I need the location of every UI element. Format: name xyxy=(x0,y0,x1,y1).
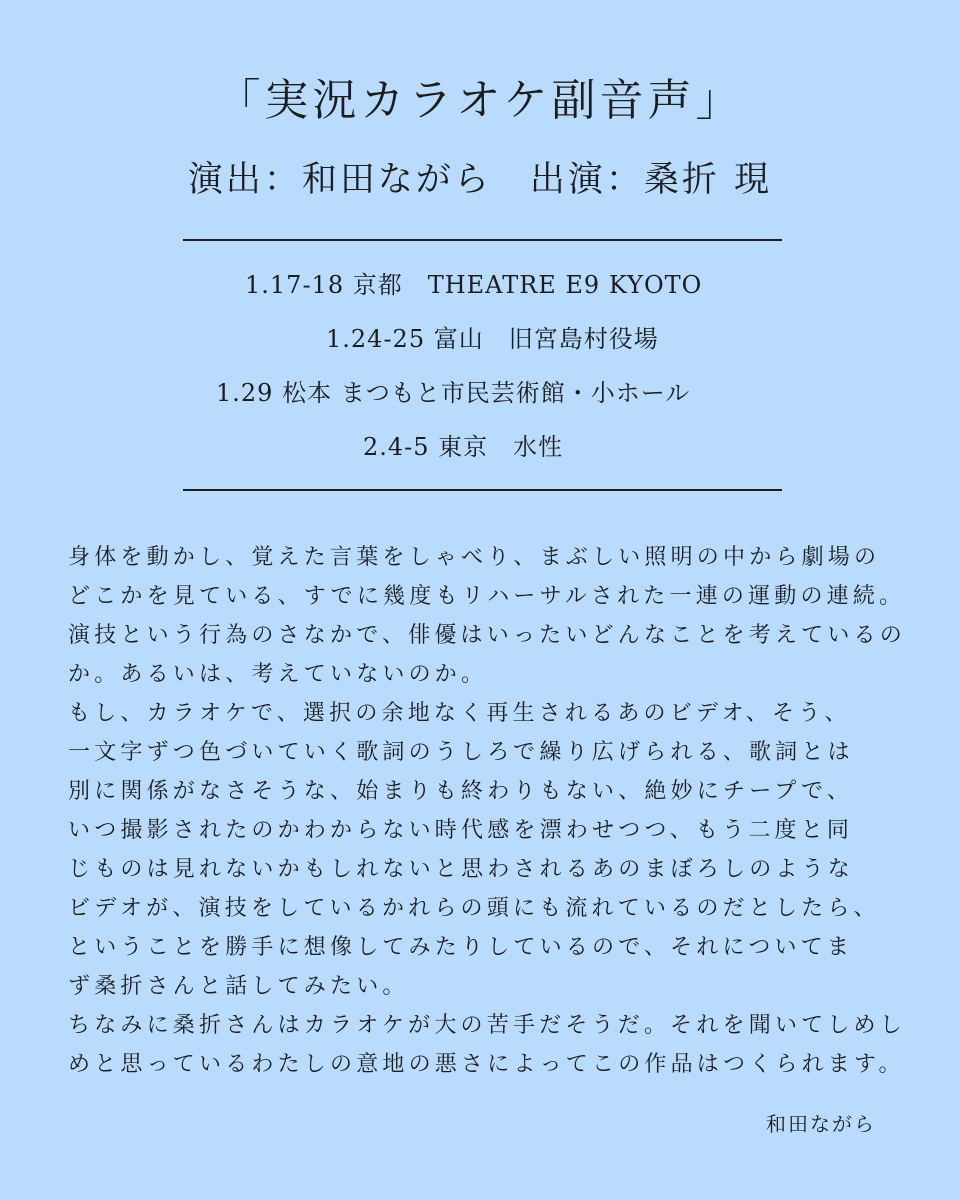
statement-line: ず桑折さんと話してみたい。 xyxy=(68,974,409,999)
performance-schedule xyxy=(0,260,960,476)
statement-line: ということを勝手に想像してみたりしているので、それについてま xyxy=(68,935,854,960)
production-title: 「実況カラオケ副音声」 xyxy=(216,75,744,126)
schedule-item-text: 1.29 松本 まつもと市民芸術館・小ホール xyxy=(216,379,691,407)
statement-line: どこかを見ている、すでに幾度もリハーサルされた一連の運動の連続。 xyxy=(68,584,906,609)
divider-bottom xyxy=(183,489,782,491)
schedule-item-text: 1.24-25 富山 旧宮島村役場 xyxy=(326,325,659,353)
statement-line: 一文字ずつ色づいていく歌詞のうしろで繰り広げられる、歌詞とは xyxy=(68,740,854,765)
statement-line: ビデオが、演技をしているかれらの頭にも流れているのだとしたら、 xyxy=(68,896,880,921)
author-signature: 和田ながら xyxy=(766,1112,876,1136)
statement-text xyxy=(68,538,948,1084)
credits-line: 演出：和田ながら 出演：桑折 現 xyxy=(187,160,773,200)
statement-line: 演技という行為のさなかで、俳優はいったいどんなことを考えているの xyxy=(68,623,906,648)
statement-line: めと思っているわたしの意地の悪さによってこの作品はつくられます。 xyxy=(68,1052,905,1077)
schedule-item-text: 1.17-18 京都 THEATRE E9 KYOTO xyxy=(245,271,703,299)
schedule-item xyxy=(0,422,960,476)
statement-line: か。あるいは、考えていないのか。 xyxy=(68,662,488,687)
schedule-item xyxy=(0,314,960,368)
statement-line: いつ撮影されたのかわからない時代感を漂わせつつ、もう二度と同 xyxy=(68,818,854,843)
statement-line: ちなみに桑折さんはカラオケが大の苦手だそうだ。それを聞いてしめし xyxy=(68,1013,906,1038)
schedule-item xyxy=(0,260,960,314)
statement-line: もし、カラオケで、選択の余地なく再生されるあのビデオ、そう、 xyxy=(68,701,851,726)
schedule-item-text: 2.4-5 東京 水性 xyxy=(363,433,564,461)
schedule-item xyxy=(0,368,960,422)
statement-line: じものは見れないかもしれないと思わされるあのまぼろしのような xyxy=(68,857,855,882)
divider-top xyxy=(183,239,782,241)
statement-line: 別に関係がなさそうな、始まりも終わりもない、絶妙にチープで、 xyxy=(68,779,854,804)
statement-line: 身体を動かし、覚えた言葉をしゃべり、まぶしい照明の中から劇場の xyxy=(68,545,881,570)
